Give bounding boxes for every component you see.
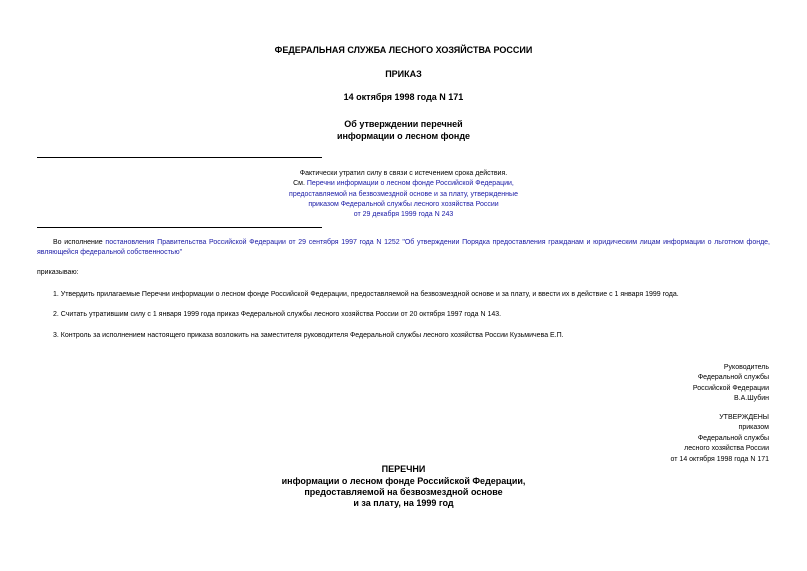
status-note-link-line2[interactable]: предоставляемой на безвозмездной основе и за плату, утвержденные [289, 190, 518, 198]
document-type: ПРИКАЗ [385, 69, 422, 79]
status-note-link-line3[interactable]: приказом Федеральной службы лесного хозяйства России [308, 200, 499, 208]
top-divider [37, 157, 322, 158]
signature-line3: Российской Федерации [692, 384, 769, 392]
status-note-link-line1[interactable]: Перечни информации о лесном фонде Российской Федерации, [306, 180, 514, 188]
order-item-3: 3. Контроль за исполнением настоящего приказа возложить на заместителя руководителя Федеральной службы лесного хозяйства России Кузьмичева Е.П. [53, 332, 564, 339]
government-decree-link[interactable]: постановления Правительства Российской Федерации от 29 сентября 1997 года N 1252 "Об утверждении Порядка предоставления гражданам и юридическим лицам информации о льготном фонде, являющейся федеральной собственностью" [37, 239, 771, 256]
signature-name: В.А.Шубин [733, 395, 769, 403]
status-note-see-prefix: См. [293, 180, 307, 188]
status-note-line1: Фактически утратил силу в связи с истечением срока действия. [299, 170, 508, 177]
status-note-link-line4[interactable]: от 29 декабря 1999 года N 243 [353, 211, 454, 219]
signature-line2: Федеральной службы [697, 374, 769, 382]
annex-title-line2: информации о лесном фонде Российской Федерации, [281, 476, 526, 486]
order-item-2: 2. Считать утратившим силу с 1 января 1999 года приказ Федеральной службы лесного хозяйства России от 20 октября 1997 года N 143. [53, 311, 502, 318]
agency-name: ФЕДЕРАЛЬНАЯ СЛУЖБА ЛЕСНОГО ХОЗЯЙСТВА РОССИИ [274, 45, 533, 55]
status-note-line3 [0, 190, 807, 200]
approval-line5: от 14 октября 1998 года N 171 [670, 455, 769, 463]
document-date-number: 14 октября 1998 года N 171 [343, 92, 464, 102]
document-title-line2: информации о лесном фонде [336, 131, 471, 141]
annex-title-line4: и за плату, на 1999 год [353, 498, 454, 508]
approval-line3: Федеральной службы [697, 434, 769, 442]
approval-line1: УТВЕРЖДЕНЫ [719, 414, 769, 421]
signature-block [693, 363, 769, 405]
approval-line2: приказом [738, 424, 769, 432]
annex-title-line1: ПЕРЕЧНИ [381, 464, 426, 474]
preamble-paragraph [37, 238, 770, 258]
status-note-line4 [0, 200, 807, 210]
order-word: приказываю: [37, 269, 79, 276]
preamble-prefix: Во исполнение [53, 239, 106, 246]
bottom-divider [37, 227, 322, 228]
status-note-line5 [0, 210, 807, 220]
annex-title-line3: предоставляемой на безвозмездной основе [304, 487, 503, 497]
document-title-line1: Об утверждении перечней [344, 119, 463, 129]
approval-line4: лесного хозяйства России [684, 445, 769, 453]
order-item-1: 1. Утвердить прилагаемые Перечни информации о лесном фонде Российской Федерации, предоставляемой на безвозмездной основе и за плату, и ввести их в действие с 1 января 1999 года. [53, 291, 679, 298]
status-note-line2 [0, 179, 807, 189]
approval-block [671, 413, 769, 465]
signature-line1: Руководитель [723, 364, 769, 371]
